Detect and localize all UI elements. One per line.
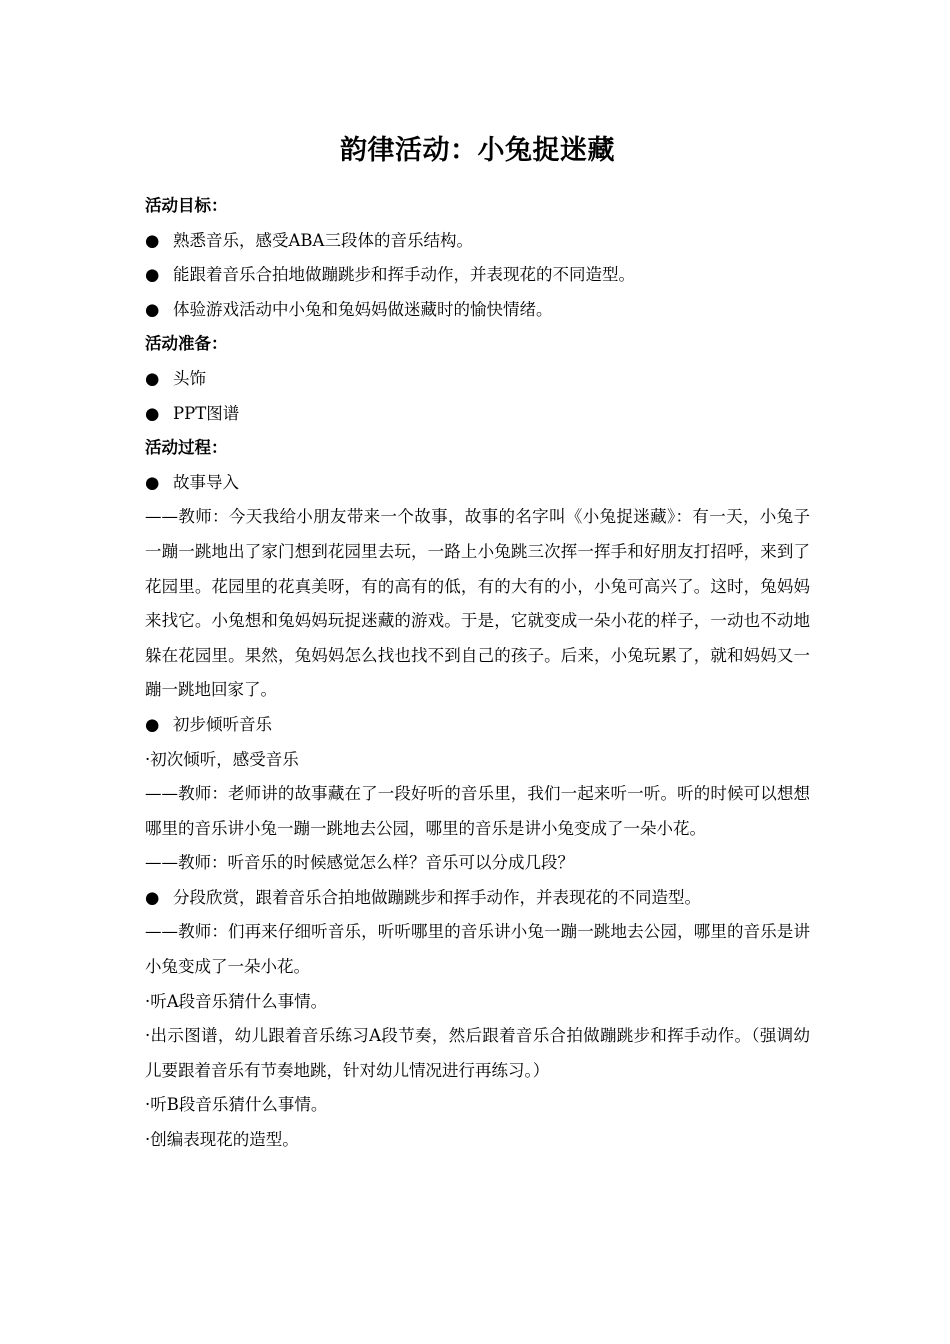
goal-item-text: 能跟着音乐合拍地做蹦跳步和挥手动作，并表现花的不同造型。 xyxy=(173,265,635,285)
process-step-text: 初步倾听音乐 xyxy=(173,714,272,734)
process-step xyxy=(145,708,810,743)
bullet-icon: ● xyxy=(145,230,160,250)
sub-step: ·初次倾听，感受音乐 xyxy=(145,749,299,769)
process-step-text: 分段欣赏，跟着音乐合拍地做蹦跳步和挥手动作，并表现花的不同造型。 xyxy=(173,887,701,907)
prep-item-text: 头饰 xyxy=(173,368,206,388)
teacher-paragraph: ——教师：们再来仔细听音乐，听听哪里的音乐讲小兔一蹦一跳地去公园，哪里的音乐是讲小兔变成了一朵小花。 xyxy=(145,922,810,977)
section-heading-goals: 活动目标： xyxy=(145,196,228,215)
sub-step: ·创编表现花的造型。 xyxy=(145,1130,299,1150)
bullet-icon: ● xyxy=(145,368,160,388)
sub-step: ·听B段音乐猜什么事情。 xyxy=(145,1095,328,1115)
bullet-icon: ● xyxy=(145,403,160,423)
process-step xyxy=(145,881,810,916)
process-step-text: 故事导入 xyxy=(173,472,239,492)
story-paragraph: ——教师：今天我给小朋友带来一个故事，故事的名字叫《小兔捉迷藏》：有一天，小兔子一蹦一跳地出了家门想到花园里去玩，一路上小兔跳三次挥一挥手和好朋友打招呼，来到了花园里。花园里的花真美呀，有的高有的低，有的大有的小，小兔可高兴了。这时，兔妈妈来找它。小兔想和兔妈妈玩捉迷藏的游戏。于是，它就变成一朵小花的样子，一动也不动地躲在花园里。果然，兔妈妈怎么找也找不到自己的孩子。后来，小兔玩累了，就和妈妈又一蹦一跳地回家了。 xyxy=(145,507,810,700)
prep-item-text: PPT图谱 xyxy=(173,403,240,423)
sub-step: ·出示图谱，幼儿跟着音乐练习A段节奏，然后跟着音乐合拍做蹦跳步和挥手动作。（强调幼儿要跟着音乐有节奏地跳，针对幼儿情况进行再练习。） xyxy=(145,1026,810,1080)
goal-item-text: 体验游戏活动中小兔和兔妈妈做迷藏时的愉快情绪。 xyxy=(173,299,553,319)
goal-item xyxy=(145,258,810,293)
document-body xyxy=(145,189,810,1158)
bullet-icon: ● xyxy=(145,472,160,492)
bullet-icon: ● xyxy=(145,714,160,734)
document-title: 韵律活动：小兔捉迷藏 xyxy=(340,135,615,166)
bullet-icon: ● xyxy=(145,299,160,319)
goal-item xyxy=(145,293,810,328)
goal-item-text: 熟悉音乐，感受ABA三段体的音乐结构。 xyxy=(173,230,473,250)
prep-item xyxy=(145,397,810,432)
bullet-icon: ● xyxy=(145,265,160,285)
bullet-icon: ● xyxy=(145,887,160,907)
section-heading-prep: 活动准备： xyxy=(145,334,228,354)
teacher-paragraph: ——教师：老师讲的故事藏在了一段好听的音乐里，我们一起来听一听。听的时候可以想想哪里的音乐讲小兔一蹦一跳地去公园，哪里的音乐是讲小兔变成了一朵小花。 xyxy=(145,784,810,838)
sub-step: ·听A段音乐猜什么事情。 xyxy=(145,991,328,1011)
process-step xyxy=(145,466,810,501)
section-heading-process: 活动过程： xyxy=(145,438,228,458)
teacher-paragraph: ——教师：听音乐的时候感觉怎么样？音乐可以分成几段？ xyxy=(145,853,574,873)
prep-item xyxy=(145,362,810,397)
goal-item xyxy=(145,224,810,259)
